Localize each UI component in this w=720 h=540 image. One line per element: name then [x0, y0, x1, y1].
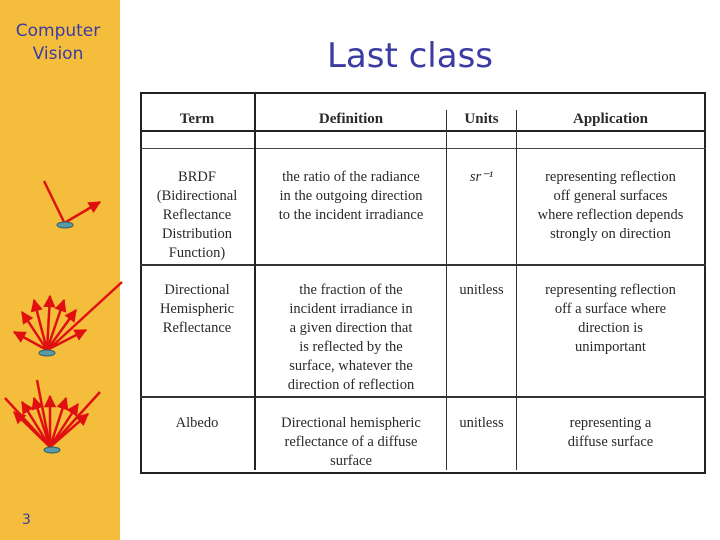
- row-1-application: [517, 168, 704, 244]
- page-number: 3: [22, 512, 31, 528]
- text-line: Reflectance: [162, 207, 232, 223]
- text-line: off general surfaces: [553, 188, 668, 204]
- row-3-application: [517, 414, 704, 452]
- row-separator-2: [140, 396, 706, 398]
- header-application: Application: [572, 111, 648, 127]
- text-line: Function): [168, 245, 226, 261]
- text-line: unitless: [459, 415, 504, 431]
- text-line: representing reflection: [545, 282, 676, 298]
- row-separator-1: [140, 264, 706, 266]
- text-line: surface, whatever the: [289, 358, 413, 374]
- text-line: unitless: [459, 282, 504, 298]
- course-title-line-1: Computer: [15, 21, 101, 41]
- text-line: is reflected by the: [299, 339, 403, 355]
- text-line: Reflectance: [162, 320, 232, 336]
- header-underline: [140, 148, 706, 149]
- row-2-application: [517, 281, 704, 357]
- text-line: representing reflection: [545, 169, 676, 185]
- text-line: off a surface where: [554, 301, 667, 317]
- text-line: Directional: [164, 282, 230, 298]
- text-line: direction of reflection: [287, 377, 415, 393]
- header-units: Units: [464, 111, 499, 127]
- text-line: incident irradiance in: [289, 301, 413, 317]
- text-line: Albedo: [175, 415, 219, 431]
- text-line: a given direction that: [289, 320, 413, 336]
- header-term: Term: [179, 111, 215, 127]
- header-rule: [140, 130, 706, 132]
- row-3-term: [140, 414, 254, 433]
- row-1-definition: [256, 168, 446, 225]
- text-line: the ratio of the radiance: [282, 169, 420, 185]
- row-3-definition: [256, 414, 446, 471]
- reflectance-table: [140, 92, 706, 474]
- row-1-term: [140, 168, 254, 263]
- row-1-units: [447, 168, 516, 187]
- brdf-reflection-icon: [44, 181, 100, 228]
- slide-title: Last class: [326, 36, 494, 76]
- text-line: (Bidirectional: [156, 188, 238, 204]
- text-line: diffuse surface: [567, 434, 654, 450]
- text-line: reflectance of a diffuse: [284, 434, 418, 450]
- text-line: direction is: [578, 320, 643, 336]
- text-line: representing a: [569, 415, 652, 431]
- text-line: the fraction of the: [299, 282, 403, 298]
- course-title-line-2: Vision: [32, 44, 84, 64]
- text-line: Distribution: [161, 226, 233, 242]
- row-2-definition: [256, 281, 446, 395]
- text-line: unimportant: [575, 339, 646, 355]
- row-2-term: [140, 281, 254, 338]
- text-line: Directional hemispheric: [281, 415, 421, 431]
- text-line: surface: [330, 453, 372, 469]
- text-line: where reflection depends: [537, 207, 684, 223]
- row-3-units: [447, 414, 516, 433]
- diffuse-reflection-icon: [5, 380, 100, 453]
- text-line: sr⁻¹: [469, 169, 494, 185]
- text-line: in the outgoing direction: [279, 188, 423, 204]
- row-2-units: [447, 281, 516, 300]
- reflection-diagrams: [0, 0, 130, 470]
- text-line: Hemispheric: [159, 301, 235, 317]
- hemispheric-reflection-icon: [14, 282, 122, 356]
- text-line: to the incident irradiance: [278, 207, 424, 223]
- header-definition: Definition: [318, 111, 384, 127]
- text-line: BRDF: [178, 169, 216, 185]
- text-line: strongly on direction: [550, 226, 671, 242]
